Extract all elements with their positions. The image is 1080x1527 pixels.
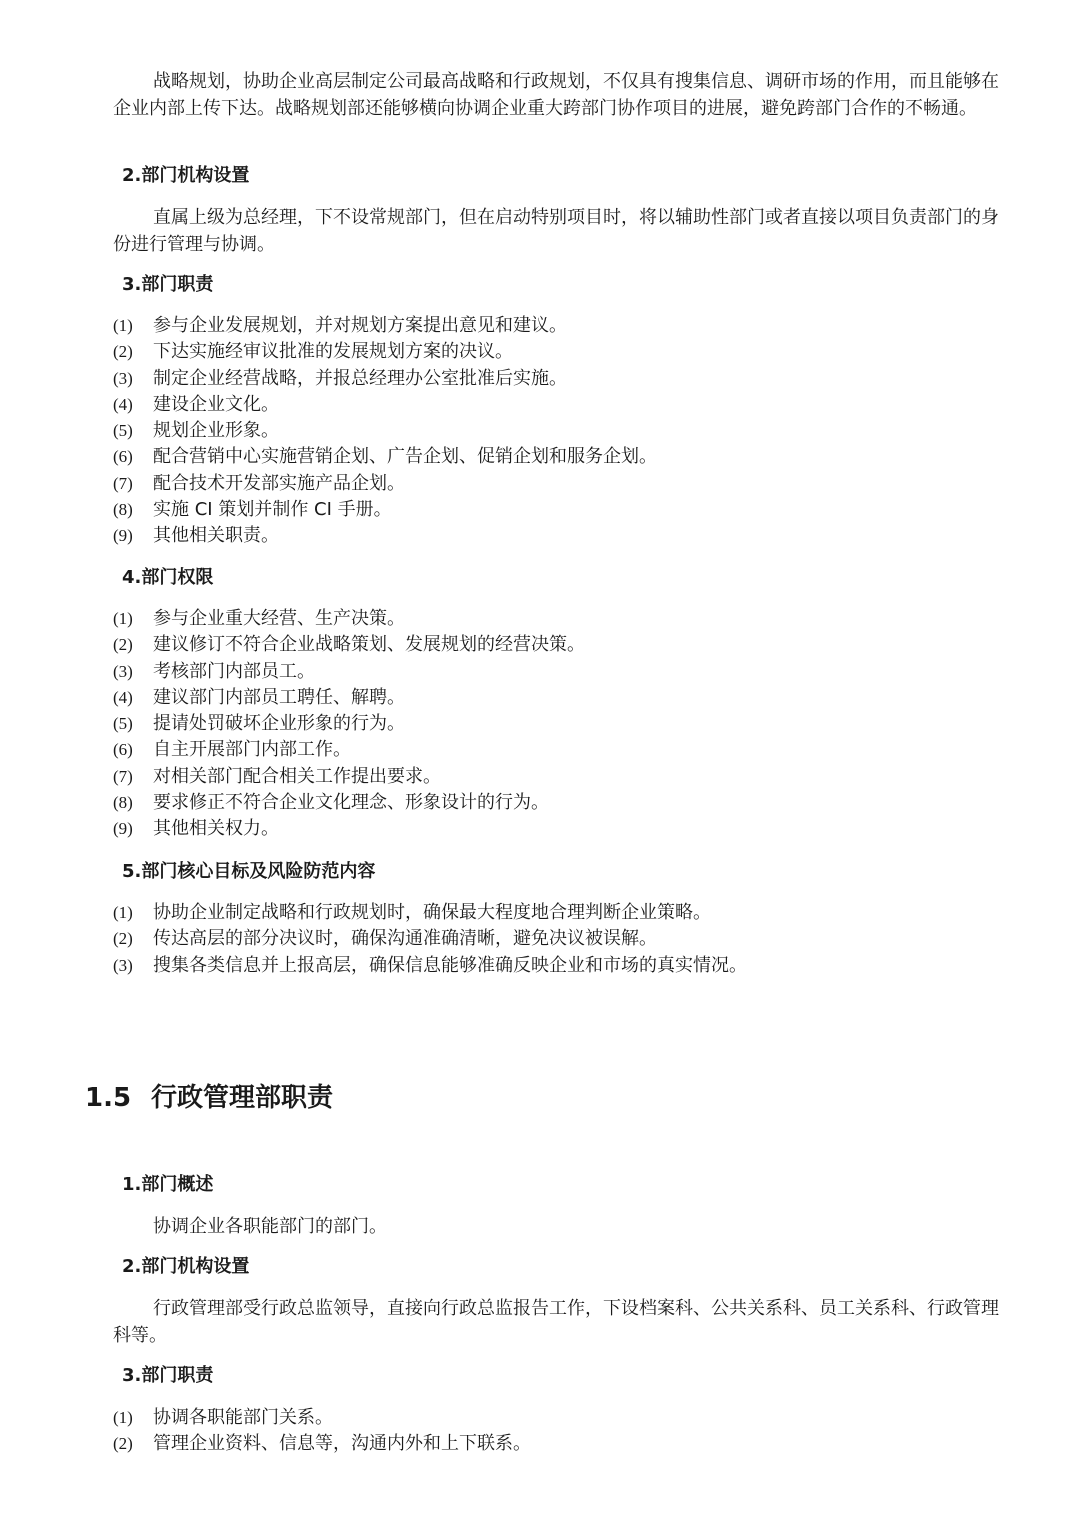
list-item: (1) 协助企业制定战略和行政规划时，确保最大程度地合理判断企业策略。 <box>113 902 711 923</box>
list-item: (7) 对相关部门配合相关工作提出要求。 <box>113 765 441 787</box>
list-item: (7) 配合技术开发部实施产品企划。 <box>113 472 405 494</box>
list-item: (2) 管理企业资料、信息等，沟通内外和上下联系。 <box>113 1433 531 1455</box>
list-item: (8) 实施 CI 策划并制作 CI 手册。 <box>113 499 392 521</box>
list-item: (4) 建设企业文化。 <box>113 393 279 415</box>
risk-heading: 5.部门核心目标及风险防范内容 <box>122 861 376 882</box>
overview-heading: 1.部门概述 <box>122 1174 214 1195</box>
list-item: (2) 下达实施经审议批准的发展规划方案的决议。 <box>113 341 513 363</box>
org-setup-heading: 2.部门机构设置 <box>122 165 250 186</box>
duties-list-2 <box>113 1405 531 1458</box>
authority-heading: 4.部门权限 <box>122 567 214 588</box>
org-setup-heading-2: 2.部门机构设置 <box>122 1256 250 1277</box>
duties-heading-2: 3.部门职责 <box>122 1365 214 1386</box>
list-item: (2) 传达高层的部分决议时，确保沟通准确清晰，避免决议被误解。 <box>113 928 657 950</box>
list-item: (2) 建议修订不符合企业战略策划、发展规划的经营决策。 <box>113 634 585 656</box>
list-item: (3) 制定企业经营战略，并报总经理办公室批准后实施。 <box>113 367 567 389</box>
list-item: (4) 建议部门内部员工聘任、解聘。 <box>113 686 405 708</box>
section-heading <box>85 1078 333 1118</box>
list-item: (5) 提请处罚破坏企业形象的行为。 <box>113 713 405 735</box>
section-number: 1.5 <box>85 1083 132 1113</box>
list-item: (6) 配合营销中心实施营销企划、广告企划、促销企划和服务企划。 <box>113 446 657 468</box>
strategy-intro-paragraph: 战略规划，协助企业高层制定公司最高战略和行政规划，不仅具有搜集信息、调研市场的作用，而且能够在企业内部上传下达。战略规划部还能够横向协调企业重大跨部门协作项目的进展，避免跨部门合作的不畅通。 <box>113 71 999 119</box>
list-item: (6) 自主开展部门内部工作。 <box>113 739 351 761</box>
list-item: (9) 其他相关权力。 <box>113 818 279 840</box>
org-setup-paragraph-2: 行政管理部受行政总监领导，直接向行政总监报告工作，下设档案科、公共关系科、员工关系科、行政管理科等。 <box>113 1298 999 1346</box>
list-item: (3) 搜集各类信息并上报高层，确保信息能够准确反映企业和市场的真实情况。 <box>113 954 747 976</box>
list-item: (1) 参与企业重大经营、生产决策。 <box>113 608 405 629</box>
list-item: (1) 参与企业发展规划，并对规划方案提出意见和建议。 <box>113 315 567 336</box>
duties-heading: 3.部门职责 <box>122 274 214 295</box>
section-title: 行政管理部职责 <box>151 1083 334 1113</box>
authority-list <box>113 606 585 843</box>
list-item: (3) 考核部门内部员工。 <box>113 660 315 682</box>
list-item: (9) 其他相关职责。 <box>113 525 279 547</box>
duties-list <box>113 313 657 550</box>
list-item: (8) 要求修正不符合企业文化理念、形象设计的行为。 <box>113 792 549 814</box>
list-item: (1) 协调各职能部门关系。 <box>113 1407 333 1428</box>
org-setup-paragraph: 直属上级为总经理，下不设常规部门，但在启动特别项目时，将以辅助性部门或者直接以项目负责部门的身份进行管理与协调。 <box>113 207 999 255</box>
risk-list <box>113 900 747 979</box>
list-item: (5) 规划企业形象。 <box>113 420 279 442</box>
overview-paragraph: 协调企业各职能部门的部门。 <box>153 1216 387 1237</box>
